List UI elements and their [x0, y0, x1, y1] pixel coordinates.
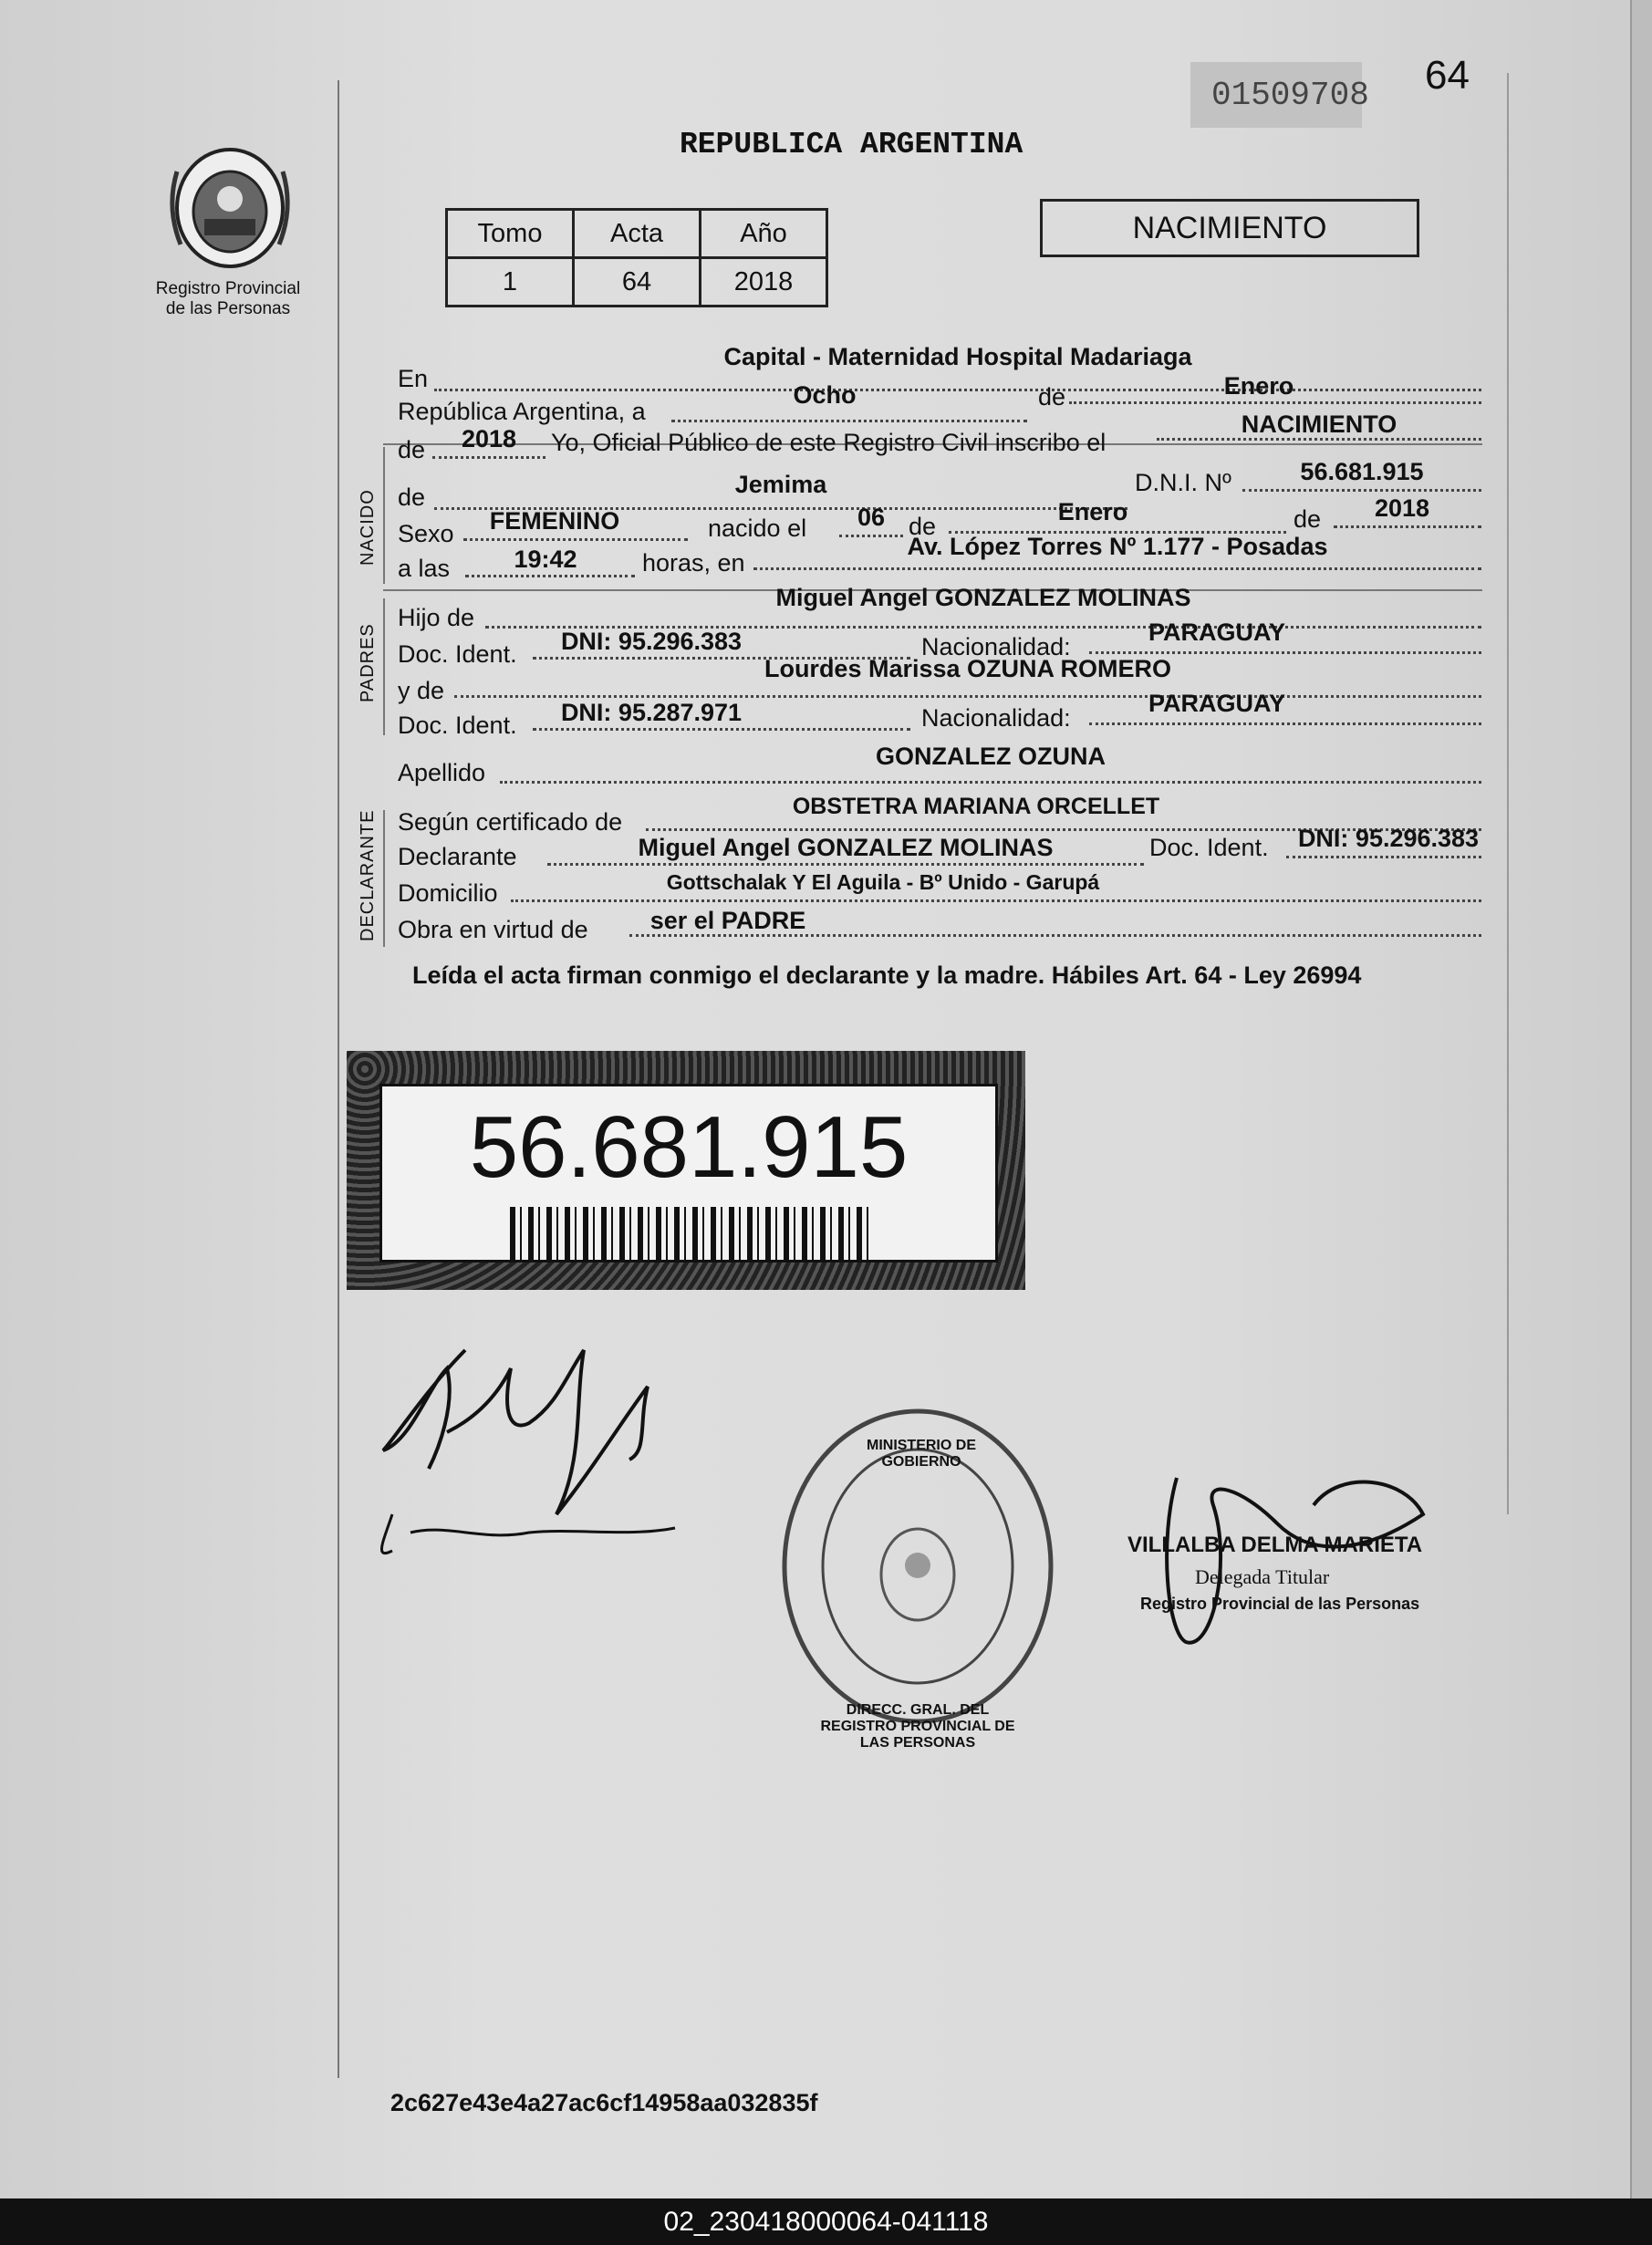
left-margin-line: [338, 80, 339, 2078]
dni-value: 56.681.915: [1300, 458, 1424, 485]
declarant-doc-label: Doc. Ident.: [1149, 834, 1269, 861]
dotted-line: [1334, 525, 1481, 528]
dotted-line: [547, 863, 1144, 866]
dotted-line: [1069, 401, 1481, 404]
inscribo-text: Yo, Oficial Público de este Registro Civil inscribo el: [551, 429, 1107, 456]
son-of-label: Hijo de: [398, 604, 475, 631]
born-label: nacido el: [708, 514, 807, 542]
right-margin-line: [1507, 73, 1509, 1514]
dni-barcode-sticker: [347, 1051, 1025, 1290]
side-label-nacido: NACIDO: [358, 489, 378, 566]
sex-value: FEMENINO: [489, 507, 620, 535]
table-header-anio: Año: [701, 210, 827, 258]
surname-label: Apellido: [398, 759, 486, 786]
barcode-number: 56.681.915: [469, 1098, 909, 1196]
month-value: Enero: [1223, 372, 1294, 400]
seal-inner-text: MINISTERIO DE GOBIERNO: [866, 1438, 976, 1470]
registrar-name: VILLALBA DELMA MARIETA: [1127, 1533, 1423, 1557]
document-hash: 2c627e43e4a27ac6cf14958aa032835f: [390, 2089, 818, 2116]
tomo-acta-anio-table: [445, 208, 828, 307]
day-value: Ocho: [793, 381, 857, 409]
name-label: de: [398, 483, 426, 511]
certificate-label: Según certificado de: [398, 808, 623, 836]
dotted-line: [432, 456, 545, 459]
official-seal: [775, 1401, 1060, 1751]
dotted-line: [465, 575, 635, 577]
province-emblem-icon: [157, 135, 303, 272]
father-signature-icon: [374, 1332, 721, 1569]
birth-de2-label: de: [1294, 505, 1322, 533]
capacity-label: Obra en virtud de: [398, 916, 588, 943]
en-label: En: [398, 365, 429, 392]
father-doc-label: Doc. Ident.: [398, 640, 517, 668]
paper-edge: [1630, 0, 1652, 2198]
address-label: Domicilio: [398, 879, 498, 907]
barcode-label: [379, 1084, 998, 1263]
side-label-declarante: DECLARANTE: [358, 809, 378, 941]
dni-label: D.N.I. Nº: [1135, 469, 1231, 496]
registrar-role: Delegada Titular: [1195, 1565, 1330, 1588]
time-label: a las: [398, 555, 451, 582]
surname-value: GONZALEZ OZUNA: [876, 743, 1106, 770]
declarant-doc-value: DNI: 95.296.383: [1297, 825, 1480, 852]
dotted-line: [1089, 651, 1481, 654]
birth-de-label: de: [909, 513, 937, 540]
document-title: REPUBLICA ARGENTINA: [680, 128, 1023, 161]
declarante-bracket: [383, 810, 385, 947]
dotted-line: [1242, 489, 1481, 492]
dotted-line: [671, 420, 1027, 422]
birth-place-value: Av. López Torres Nº 1.177 - Posadas: [907, 533, 1328, 560]
de-year-label: de: [398, 436, 426, 463]
mother-nationality-value: PARAGUAY: [1148, 690, 1286, 717]
table-header-tomo: Tomo: [447, 210, 574, 258]
declarant-value: Miguel Angel GONZALEZ MOLINAS: [638, 834, 1054, 861]
birth-day-value: 06: [857, 504, 886, 531]
and-of-label: y de: [398, 677, 445, 704]
dotted-line: [1089, 722, 1481, 725]
dotted-line: [511, 899, 1481, 902]
table-value-anio: 2018: [701, 258, 827, 307]
dotted-line: [753, 567, 1481, 570]
birth-month-value: Enero: [1057, 498, 1128, 525]
nacido-bracket: [383, 447, 385, 584]
father-nationality-value: PARAGUAY: [1148, 618, 1286, 646]
declarant-label: Declarante: [398, 843, 517, 870]
father-nationality-label: Nacionalidad:: [921, 633, 1071, 660]
logo-caption: [146, 279, 310, 319]
sex-label: Sexo: [398, 520, 454, 547]
mother-nationality-label: Nacionalidad:: [921, 704, 1071, 732]
birth-year-value: 2018: [1374, 494, 1430, 522]
legal-text: Leída el acta firman conmigo el declarante y la madre. Hábiles Art. 64 - Ley 26994: [412, 961, 1362, 989]
address-value: Gottschalak Y El Aguila - Bº Unido - Garupá: [666, 870, 1100, 894]
dotted-line: [1286, 856, 1481, 858]
padres-bracket: [383, 598, 385, 735]
year-value: 2018: [461, 425, 517, 452]
serial-number: 01509708: [1211, 77, 1369, 114]
seal-outer-text: DIRECC. GRAL. DEL REGISTRO PROVINCIAL DE LAS PERSONAS: [820, 1702, 1015, 1751]
father-name-value: Miguel Angel GONZALEZ MOLINAS: [775, 584, 1191, 611]
registrar-signature-icon: [1131, 1450, 1478, 1669]
table-value-tomo: 1: [447, 258, 574, 307]
time-value: 19:42: [514, 546, 577, 573]
mother-doc-value: DNI: 95.287.971: [560, 699, 743, 726]
logo-caption-line1: Registro Provincial: [155, 279, 301, 298]
republica-label: República Argentina, a: [398, 398, 646, 425]
table-header-acta: Acta: [574, 210, 701, 258]
table-value-acta: 64: [574, 258, 701, 307]
registrar-office: Registro Provincial de las Personas: [1140, 1595, 1420, 1613]
footer-filename: 02_230418000064-041118: [0, 2198, 1652, 2245]
place-value: Capital - Maternidad Hospital Madariaga: [723, 343, 1192, 370]
inscribo-value: NACIMIENTO: [1241, 411, 1397, 438]
dotted-line: [463, 538, 688, 541]
mother-name-value: Lourdes Marissa OZUNA ROMERO: [764, 655, 1172, 682]
logo-caption-line2: de las Personas: [165, 299, 291, 318]
side-label-padres: PADRES: [358, 623, 378, 702]
dotted-line: [500, 781, 1481, 784]
record-type-box: NACIMIENTO: [1040, 199, 1419, 257]
certificate-value: OBSTETRA MARIANA ORCELLET: [792, 794, 1160, 819]
capacity-value: ser el PADRE: [649, 907, 806, 934]
hours-label: horas, en: [642, 549, 745, 577]
dotted-line: [533, 728, 910, 731]
name-value: Jemima: [734, 471, 827, 498]
page-number: 64: [1425, 53, 1470, 98]
de-label: de: [1038, 383, 1066, 411]
father-doc-value: DNI: 95.296.383: [560, 628, 743, 655]
mother-doc-label: Doc. Ident.: [398, 712, 517, 739]
barcode-icon: [510, 1207, 875, 1260]
